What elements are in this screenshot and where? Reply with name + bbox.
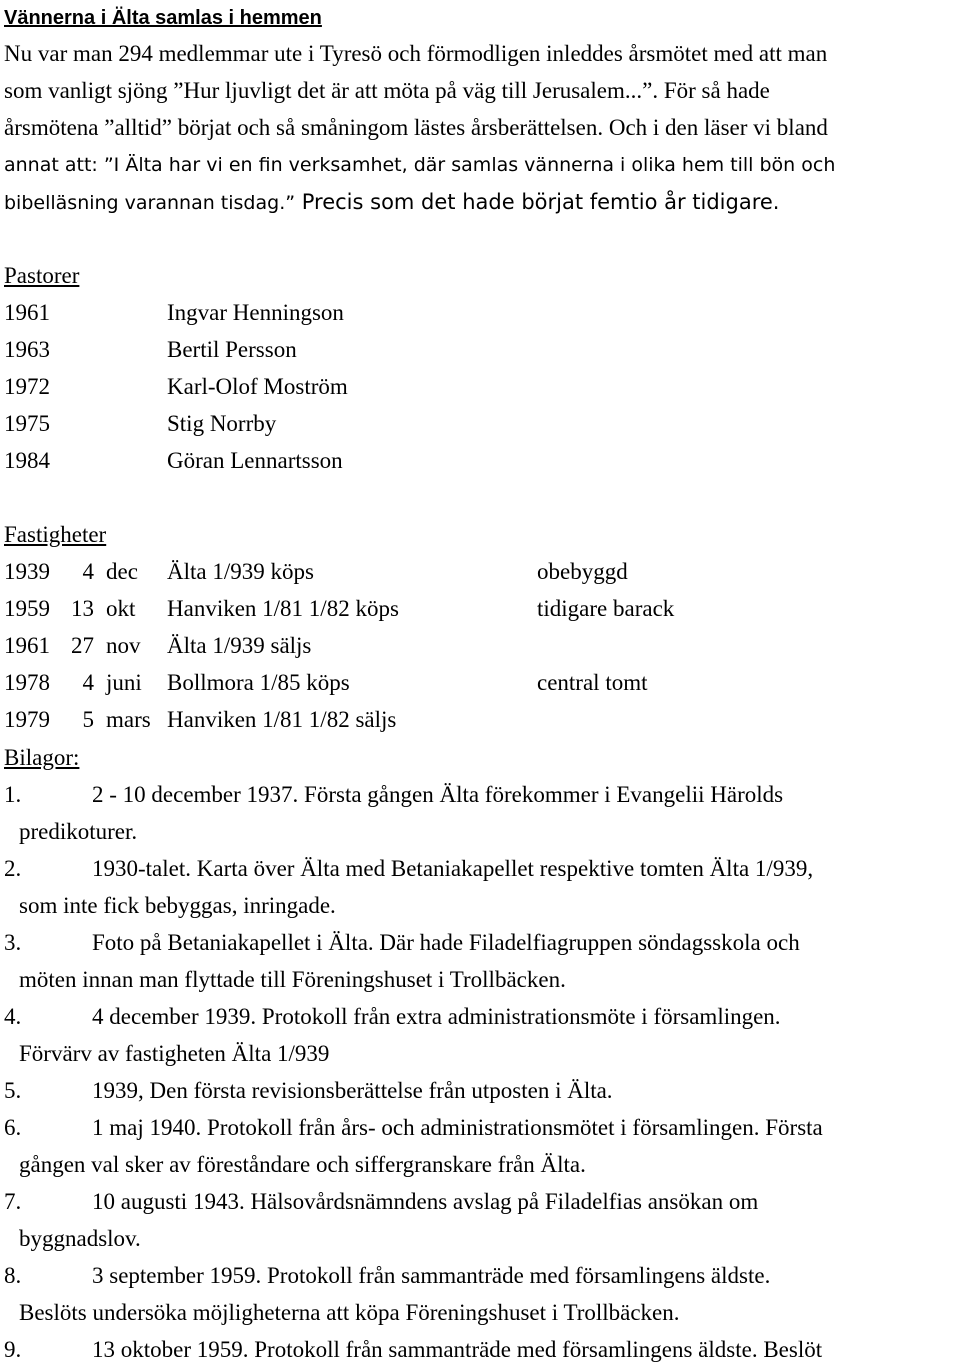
article-title: Vännerna i Älta samlas i hemmen <box>4 7 322 29</box>
property-year: 1939 <box>4 559 50 584</box>
attachment-continuation: Förvärv av fastigheten Älta 1/939 <box>19 1041 330 1066</box>
attachment-number: 3. <box>4 930 22 955</box>
attachment-text: 1930-talet. Karta över Älta med Betaniakapellet respektive tomten Älta 1/939, <box>92 856 814 881</box>
paragraph-sentence: Precis som det hade börjat femtio år tidigare. <box>295 190 780 214</box>
property-month: juni <box>106 670 142 695</box>
attachment-text: 1939, Den första revisionsberättelse från utposten i Älta. <box>92 1078 613 1103</box>
property-day: 5 <box>82 707 94 732</box>
attachment-continuation: möten innan man flyttade till Föreningshuset i Trollbäcken. <box>19 967 566 992</box>
property-year: 1979 <box>4 707 50 732</box>
attachment-text: 1 maj 1940. Protokoll från års- och administrationsmötet i församlingen. Första <box>92 1115 823 1140</box>
pastor-name: Stig Norrby <box>167 411 277 436</box>
property-month: mars <box>106 707 151 732</box>
section-heading-pastorer: Pastorer <box>4 263 80 288</box>
property-note: obebyggd <box>537 559 628 584</box>
attachment-continuation: som inte fick bebyggas, inringade. <box>19 893 336 918</box>
property-year: 1961 <box>4 633 50 658</box>
attachment-continuation: Beslöts undersöka möjligheterna att köpa Föreningshuset i Trollbäcken. <box>19 1300 680 1325</box>
attachment-text: 2 - 10 december 1937. Första gången Älta förekommer i Evangelii Härolds <box>92 782 784 807</box>
property-description: Älta 1/939 köps <box>167 559 314 584</box>
property-day: 27 <box>71 633 94 658</box>
property-year: 1959 <box>4 596 50 621</box>
attachment-continuation: byggnadslov. <box>19 1226 141 1251</box>
paragraph-line: som vanligt sjöng ”Hur ljuvligt det är att möta på väg till Jerusalem...”. För så hade <box>4 78 770 103</box>
attachment-continuation: gången val sker av föreståndare och siffergranskare från Älta. <box>19 1152 586 1177</box>
attachment-number: 9. <box>4 1337 22 1362</box>
attachment-number: 4. <box>4 1004 22 1029</box>
attachment-number: 7. <box>4 1189 22 1214</box>
pastor-name: Göran Lennartsson <box>167 448 343 473</box>
bilagor-heading-colon: : <box>73 745 80 770</box>
property-month: nov <box>106 633 141 658</box>
pastor-year: 1961 <box>4 300 50 325</box>
pastor-name: Karl-Olof Moström <box>167 374 348 399</box>
paragraph-line: annat att: ”I Älta har vi en fin verksamhet, där samlas vännerna i olika hem till bön och <box>4 154 836 176</box>
property-note: central tomt <box>537 670 648 695</box>
attachment-text: 13 oktober 1959. Protokoll från sammanträde med församlingens äldste. Beslöt <box>92 1337 823 1362</box>
section-heading-bilagor <box>4 744 79 772</box>
attachment-number: 8. <box>4 1263 22 1288</box>
property-day: 4 <box>82 559 94 584</box>
attachment-text: 3 september 1959. Protokoll från sammanträde med församlingens äldste. <box>92 1263 771 1288</box>
pastor-year: 1972 <box>4 374 50 399</box>
attachment-text: 10 augusti 1943. Hälsovårdsnämndens avslag på Filadelfias ansökan om <box>92 1189 759 1214</box>
property-month: dec <box>106 559 138 584</box>
attachment-number: 1. <box>4 782 22 807</box>
pastor-year: 1984 <box>4 448 50 473</box>
property-description: Hanviken 1/81 1/82 köps <box>167 596 399 621</box>
property-description: Älta 1/939 säljs <box>167 633 312 658</box>
paragraph-line <box>4 188 779 217</box>
attachment-text: 4 december 1939. Protokoll från extra administrationsmöte i församlingen. <box>92 1004 781 1029</box>
pastor-year: 1975 <box>4 411 50 436</box>
attachment-number: 5. <box>4 1078 22 1103</box>
bilagor-heading-text: Bilagor <box>4 745 73 770</box>
attachment-number: 6. <box>4 1115 22 1140</box>
property-month: okt <box>106 596 136 621</box>
paragraph-quote-end: bibelläsning varannan tisdag.” <box>4 192 296 214</box>
attachment-number: 2. <box>4 856 22 881</box>
property-day: 13 <box>71 596 94 621</box>
paragraph-line: årsmötena ”alltid” börjat och så småningom lästes årsberättelsen. Och i den läser vi bland <box>4 115 828 140</box>
attachment-continuation: predikoturer. <box>19 819 138 844</box>
property-note: tidigare barack <box>537 596 675 621</box>
property-year: 1978 <box>4 670 50 695</box>
pastor-name: Bertil Persson <box>167 337 297 362</box>
property-description: Hanviken 1/81 1/82 säljs <box>167 707 397 732</box>
attachment-text: Foto på Betaniakapellet i Älta. Där hade Filadelfiagruppen söndagsskola och <box>92 930 800 955</box>
pastor-year: 1963 <box>4 337 50 362</box>
property-description: Bollmora 1/85 köps <box>167 670 350 695</box>
pastor-name: Ingvar Henningson <box>167 300 344 325</box>
section-heading-fastigheter: Fastigheter <box>4 522 107 547</box>
property-day: 4 <box>82 670 94 695</box>
paragraph-line: Nu var man 294 medlemmar ute i Tyresö och förmodligen inleddes årsmötet med att man <box>4 41 828 66</box>
